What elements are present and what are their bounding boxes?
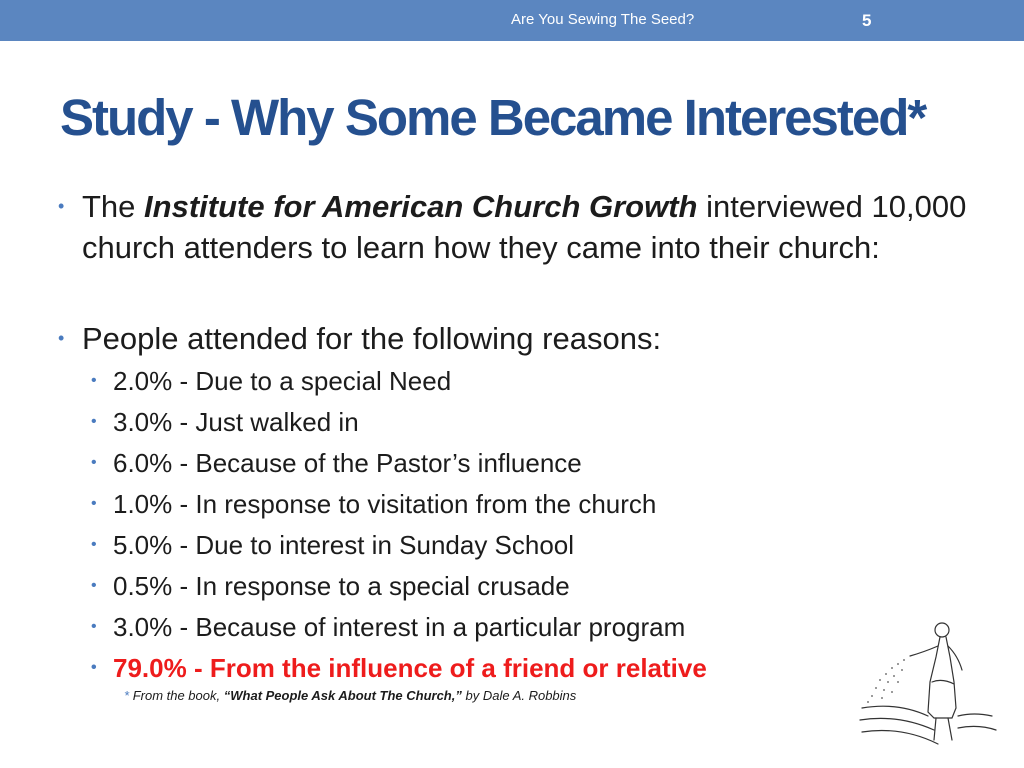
- header-bar: [0, 0, 1024, 41]
- reason-item: [91, 571, 570, 601]
- slide-title: Study - Why Some Became Interested*: [60, 89, 926, 146]
- bullet-dot-icon: •: [91, 618, 97, 635]
- sower-illustration: [858, 612, 998, 752]
- bullet-intro: [58, 186, 982, 268]
- footnote: [124, 688, 576, 703]
- reason-text: 3.0% - Just walked in: [113, 407, 359, 437]
- reason-item: [91, 530, 575, 560]
- reason-text: 0.5% - In response to a special crusade: [113, 571, 570, 601]
- reason-item: [91, 407, 359, 437]
- page-number: 5: [862, 11, 872, 30]
- footnote-star: *: [124, 688, 130, 703]
- bullet-dot-icon: •: [91, 495, 97, 512]
- reason-item: [91, 489, 657, 519]
- reason-text: 5.0% - Due to interest in Sunday School: [113, 530, 575, 560]
- reason-item-highlight: [91, 653, 707, 683]
- bullet-dot-icon: •: [91, 536, 97, 553]
- bullet-dot-icon: •: [91, 577, 97, 594]
- bullet-dot-icon: •: [91, 413, 97, 430]
- reason-item: [91, 612, 686, 642]
- bullet-dot-icon: •: [91, 659, 97, 676]
- footnote-prefix: From the book,: [132, 688, 221, 703]
- bullet-dot-icon: •: [58, 328, 65, 348]
- reason-item: [91, 448, 582, 478]
- intro-rest: interviewed 10,000 church attenders to learn how they came into their church:: [82, 189, 967, 265]
- intro-prefix: The: [82, 189, 136, 224]
- intro-org: Institute for American Church Growth: [144, 189, 698, 224]
- reason-text: 2.0% - Due to a special Need: [113, 366, 452, 396]
- reason-text: 1.0% - In response to visitation from the church: [113, 489, 657, 519]
- reason-text: 3.0% - Because of interest in a particular program: [113, 612, 686, 642]
- bullet-reasons-heading: [58, 318, 982, 359]
- footnote-book: “What People Ask About The Church,”: [223, 688, 462, 703]
- reason-item: [91, 366, 452, 396]
- footnote-author: by Dale A. Robbins: [465, 688, 577, 703]
- reason-text-highlight: 79.0% - From the influence of a friend or relative: [113, 653, 707, 683]
- reason-text: 6.0% - Because of the Pastor’s influence: [113, 448, 582, 478]
- header-subtitle: Are You Sewing The Seed?: [511, 11, 695, 28]
- bullet-dot-icon: •: [91, 454, 97, 471]
- reasons-heading: People attended for the following reasons:: [82, 321, 662, 356]
- bullet-dot-icon: •: [91, 372, 97, 389]
- bullet-dot-icon: •: [58, 196, 65, 216]
